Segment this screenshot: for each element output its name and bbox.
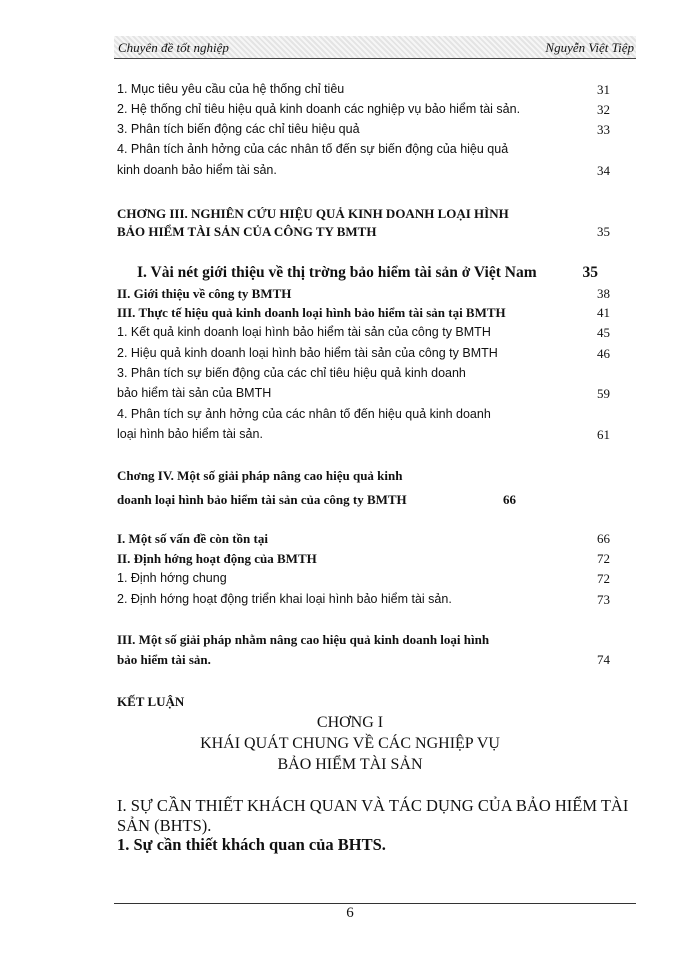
toc-entry-text: 4. Phân tích ảnh hởng của các nhân tố đến sự biến động của hiệu quả (117, 142, 509, 156)
toc-page-number: 46 (597, 346, 610, 361)
toc-section-heading: II. Giới thiệu về công ty BMTH (117, 286, 292, 301)
toc-section-heading: II. Định hớng hoạt động của BMTH (117, 551, 317, 566)
page-header (114, 36, 636, 59)
toc-page-number: 35 (582, 264, 598, 281)
chapter-title-line: KHÁI QUÁT CHUNG VỀ CÁC NGHIỆP VỤ (200, 735, 500, 752)
toc-page-number: 74 (597, 652, 610, 667)
toc-page-number: 31 (597, 82, 610, 97)
toc-page-number: 33 (597, 122, 610, 137)
toc-section-heading: III. Một số giải pháp nhằm nâng cao hiệu quả kinh doanh loại hình (117, 632, 490, 647)
toc-page-number: 72 (597, 571, 610, 586)
toc-entry-text: 2. Hiệu quả kinh doanh loại hình bảo hiểm tài sản của công ty BMTH (117, 346, 498, 360)
subsection-heading: 1. Sự cần thiết khách quan của BHTS. (117, 835, 386, 854)
page-number: 6 (346, 905, 354, 921)
toc-page-number: 35 (597, 224, 610, 239)
toc-entry-text: 1. Mục tiêu yêu cầu của hệ thống chỉ tiêu (117, 82, 345, 96)
toc-page-number: 59 (597, 386, 610, 401)
chapter-title-line: BẢO HIỂM TÀI SẢN (277, 756, 423, 773)
toc-entry-text: 2. Hệ thống chỉ tiêu hiệu quả kinh doanh các nghiệp vụ bảo hiểm tài sản. (117, 102, 521, 116)
toc-page-number: 66 (503, 492, 516, 507)
header-left-text: Chuyên đề tốt nghiệp (118, 40, 229, 55)
toc-page-number: 38 (597, 286, 610, 301)
toc-entry-text: 1. Kết quả kinh doanh loại hình bảo hiểm tài sản của công ty BMTH (117, 325, 491, 339)
toc-page-number: 73 (597, 592, 610, 607)
toc-entry-text: 3. Phân tích biến động các chỉ tiêu hiệu quả (117, 122, 360, 136)
toc-entry-text: kinh doanh bảo hiểm tài sản. (117, 163, 277, 177)
header-right-text: Nguyễn Việt Tiệp (545, 40, 634, 55)
toc-chapter-heading: doanh loại hình bảo hiểm tài sản của công ty BMTH (117, 492, 407, 507)
toc-page-number: 61 (597, 427, 610, 442)
toc-entry-text: 2. Định hớng hoạt động triển khai loại hình bảo hiểm tài sản. (117, 592, 452, 606)
toc-page-number: 45 (597, 325, 610, 340)
toc-section-heading: bảo hiểm tài sản. (117, 652, 211, 667)
toc-section-heading: I. Một số vấn đề còn tồn tại (117, 531, 268, 546)
toc-section-heading: III. Thực tế hiệu quả kinh doanh loại hình bảo hiểm tài sản tại BMTH (117, 305, 506, 320)
toc-entry-text: bảo hiểm tài sản của BMTH (117, 386, 272, 400)
toc-conclusion-heading: KẾT LUẬN (117, 694, 185, 709)
toc-section-heading: I. Vài nét giới thiệu về thị trờng bảo hiểm tài sản ở Việt Nam (137, 264, 537, 281)
toc-chapter-heading: CHƠNG III. NGHIÊN CỨU HIỆU QUẢ KINH DOANH LOẠI HÌNH (117, 206, 509, 221)
toc-page-number: 34 (597, 163, 610, 178)
toc-page-number: 32 (597, 102, 610, 117)
toc-page-number: 72 (597, 551, 610, 566)
toc-entry-text: 1. Định hớng chung (117, 571, 227, 585)
toc-entry-text: 3. Phân tích sự biến động của các chỉ tiêu hiệu quả kinh doanh (117, 366, 466, 380)
toc-page-number: 41 (597, 305, 610, 320)
chapter-number: CHƠNG I (316, 714, 384, 731)
toc-entry-text: 4. Phân tích sự ảnh hởng của các nhân tố đến hiệu quả kinh doanh (117, 407, 491, 421)
toc-chapter-heading: BẢO HIỂM TÀI SẢN CỦA CÔNG TY BMTH (117, 224, 377, 239)
section-heading-line: SẢN (BHTS). (117, 816, 212, 835)
footer-divider (114, 903, 636, 904)
section-heading-line: I. SỰ CẦN THIẾT KHÁCH QUAN VÀ TÁC DỤNG CỦA BẢO HIỂM TÀI (117, 796, 629, 815)
toc-chapter-heading: Chơng IV. Một số giải pháp nâng cao hiệu quả kinh (117, 468, 403, 483)
toc-entry-text: loại hình bảo hiểm tài sản. (117, 427, 263, 441)
toc-page-number: 66 (597, 531, 610, 546)
